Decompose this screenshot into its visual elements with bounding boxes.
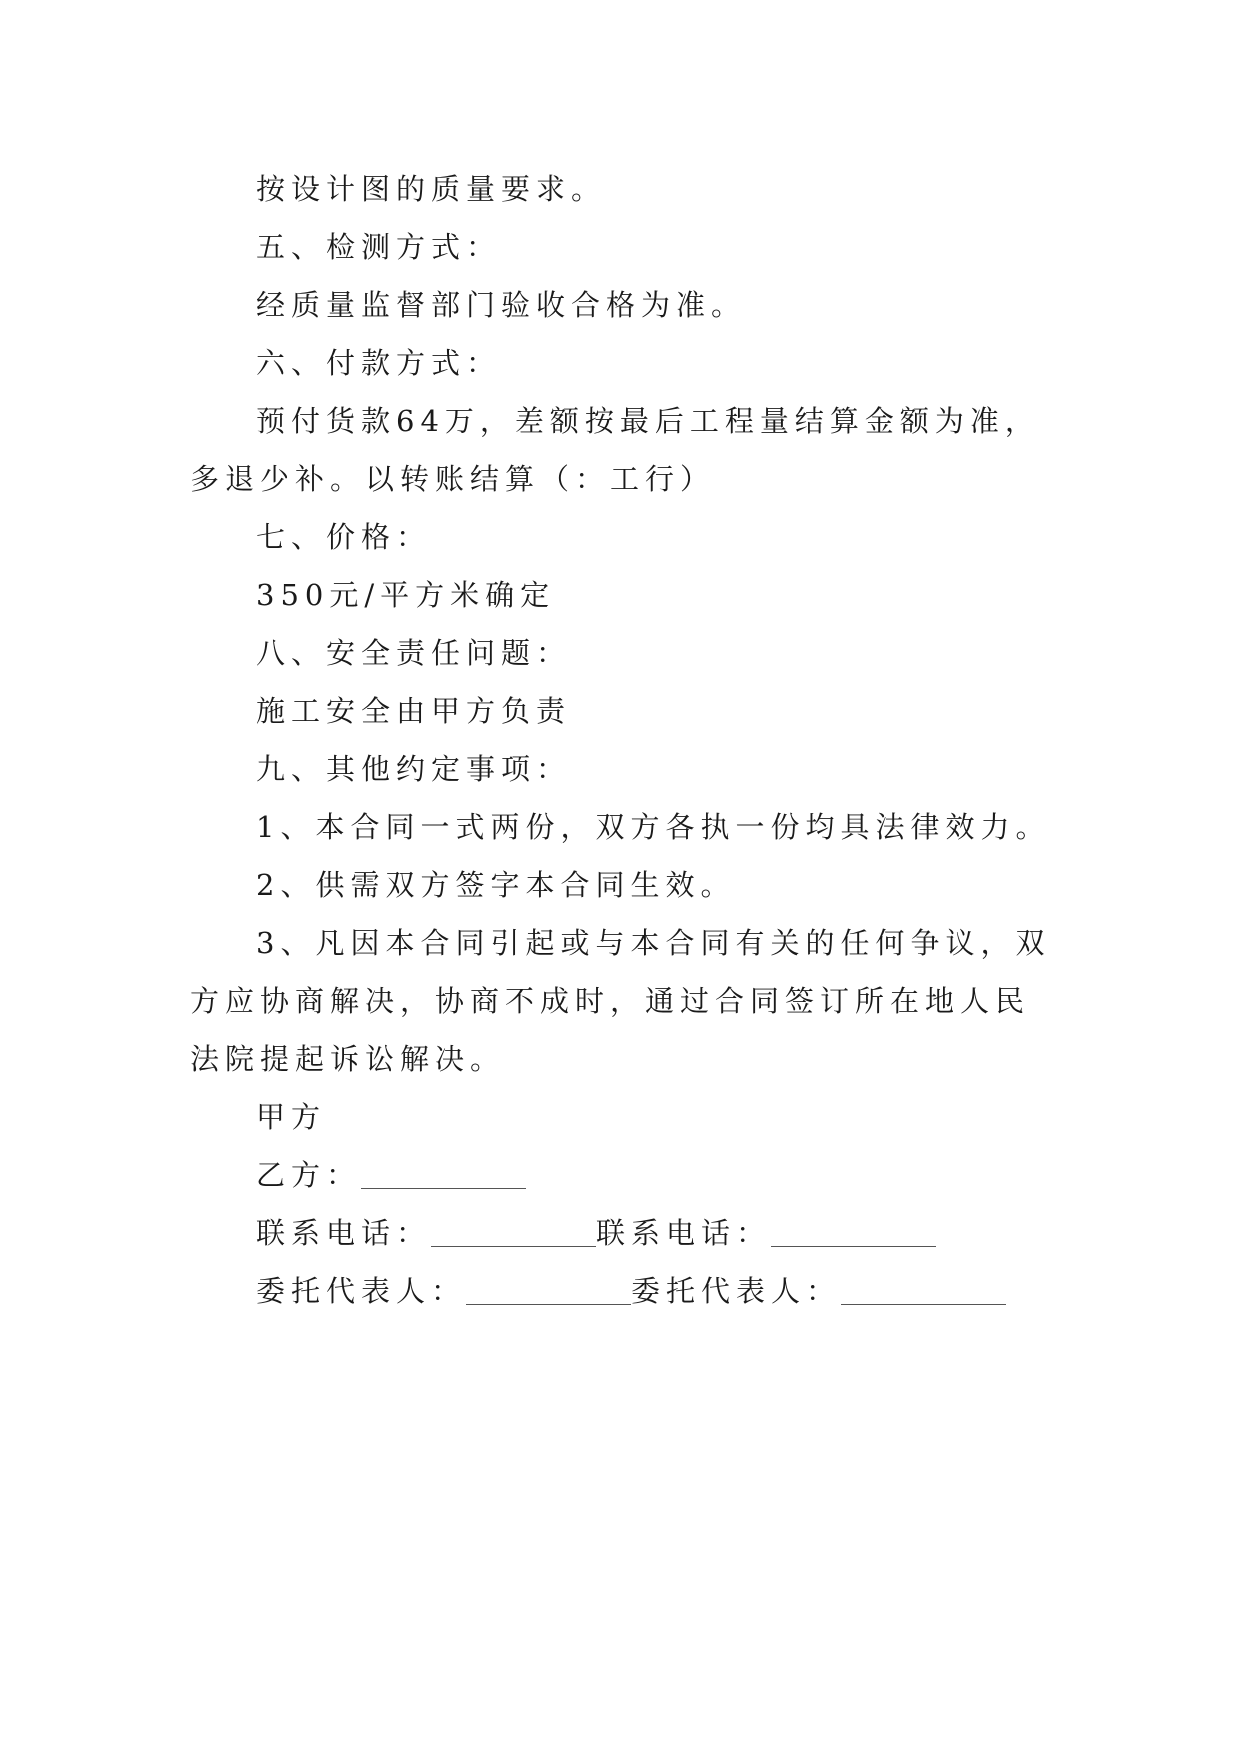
rep-b-label: 委托代表人：	[631, 1274, 842, 1308]
rep-a-label: 委托代表人：	[256, 1274, 467, 1308]
heading-payment-method: 六、付款方式：	[256, 346, 502, 380]
term-item-2: 2、供需双方签字本合同生效。	[256, 868, 736, 902]
rep-a-blank	[466, 1303, 631, 1305]
party-b-label: 乙方：	[256, 1158, 362, 1192]
paragraph-safety-responsibility: 施工安全由甲方负责	[256, 694, 572, 728]
party-a-label: 甲方	[256, 1100, 327, 1134]
paragraph-price: 350元/平方米确定	[256, 578, 556, 612]
heading-safety-responsibility: 八、安全责任问题：	[256, 636, 572, 670]
phone-a-blank	[431, 1245, 596, 1247]
signature-party-a	[190, 1088, 1055, 1146]
heading-inspection-method: 五、检测方式：	[256, 230, 502, 264]
paragraph-payment-method: 预付货款64万，差额按最后工程量结算金额为准，多退少补。以转账结算（：工行）	[190, 404, 1040, 496]
paragraph-quality-requirement: 按设计图的质量要求。	[256, 172, 607, 206]
phone-b-label: 联系电话：	[596, 1216, 772, 1250]
phone-b-blank	[771, 1245, 936, 1247]
term-item-3: 3、凡因本合同引起或与本合同有关的任何争议，双方应协商解决，协商不成时，通过合同签订所在地人民法院提起诉讼解决。	[190, 926, 1051, 1076]
signature-representative-row	[190, 1262, 1055, 1320]
document-page	[190, 160, 1055, 1320]
signature-phone-row	[190, 1204, 1055, 1262]
paragraph-inspection-method: 经质量监督部门验收合格为准。	[256, 288, 747, 322]
heading-other-terms: 九、其他约定事项：	[256, 752, 572, 786]
heading-price: 七、价格：	[256, 520, 432, 554]
rep-b-blank	[841, 1303, 1006, 1305]
party-b-blank	[361, 1187, 526, 1189]
signature-party-b	[190, 1146, 1055, 1204]
phone-a-label: 联系电话：	[256, 1216, 432, 1250]
term-item-1: 1、本合同一式两份，双方各执一份均具法律效力。	[256, 810, 1051, 844]
